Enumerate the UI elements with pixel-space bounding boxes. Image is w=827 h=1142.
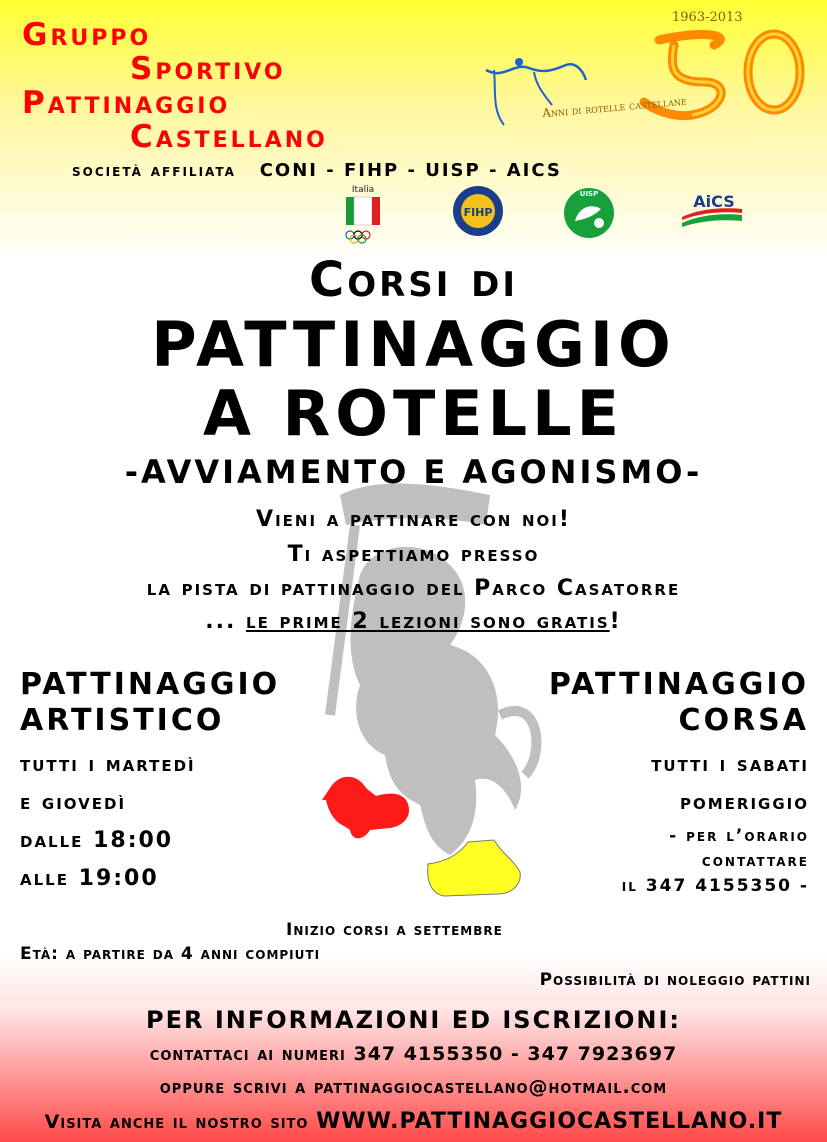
website-line bbox=[0, 1109, 827, 1134]
contacts-heading: PER INFORMAZIONI ED ISCRIZIONI: bbox=[146, 1006, 681, 1034]
artistico-heading-1: PATTINAGGIO bbox=[20, 667, 281, 702]
club-name-line-3: Pattinaggio bbox=[22, 85, 231, 121]
contact-email[interactable]: oppure scrivi a pattinaggiocastellano@hotmail.com bbox=[159, 1076, 668, 1098]
invite-prefix: ... bbox=[205, 609, 247, 634]
corsa-note-2: contattare bbox=[701, 851, 809, 871]
contact-phones: contattaci ai numeri 347 4155350 - 347 7923697 bbox=[149, 1043, 678, 1065]
corsa-days-2: pomeriggio bbox=[679, 790, 809, 815]
corsa-heading-2: CORSA bbox=[678, 703, 809, 738]
corsa-note-3: il 347 4155350 - bbox=[621, 876, 809, 896]
website-link[interactable]: WWW.PATTINAGGIOCASTELLANO.IT bbox=[316, 1109, 783, 1134]
aics-label: AiCS bbox=[693, 192, 735, 211]
anniversary-years: 1963-2013 bbox=[672, 10, 743, 25]
corsa-note-1: - per l’orario bbox=[669, 826, 809, 846]
age-requirement: Età: a partire da 4 anni compiuti bbox=[20, 944, 321, 964]
invite-line-4 bbox=[0, 609, 827, 634]
invite-suffix: ! bbox=[609, 609, 622, 634]
title-pattinaggio: PATTINAGGIO bbox=[151, 308, 676, 381]
uisp-label: UISP bbox=[579, 190, 599, 198]
artistico-time-1: dalle 18:00 bbox=[20, 828, 174, 853]
affiliation-line bbox=[72, 160, 752, 181]
club-name-line-1: Gruppo bbox=[22, 17, 152, 53]
artistico-days-1: tutti i martedì bbox=[20, 752, 196, 777]
website-prefix: Visita anche il nostro sito bbox=[44, 1111, 309, 1133]
anniversary-caption: Anni di rotelle castellane bbox=[541, 93, 688, 121]
red-skate-icon bbox=[320, 770, 416, 842]
anniversary-50-logo bbox=[474, 10, 814, 145]
artistico-time-2: alle 19:00 bbox=[20, 866, 159, 891]
invite-line-3: la pista di pattinaggio del Parco Casatorre bbox=[146, 576, 681, 601]
invite-line-1: Vieni a pattinare con noi! bbox=[256, 507, 571, 532]
subtitle: -AVVIAMENTO E AGONISMO- bbox=[124, 453, 703, 491]
fihp-label: FIHP bbox=[463, 206, 493, 219]
corsa-heading-1: PATTINAGGIO bbox=[548, 667, 809, 702]
fihp-icon bbox=[452, 185, 504, 237]
artistico-days-2: e giovedì bbox=[20, 790, 127, 815]
affiliation-list: CONI - FIHP - UISP - AICS bbox=[259, 160, 562, 181]
invite-line-2: Ti aspettiamo presso bbox=[287, 542, 540, 567]
club-name-line-4: Castellano bbox=[130, 119, 328, 155]
skate-rental: Possibilità di noleggio pattini bbox=[539, 970, 811, 990]
title-corsi: Corsi di bbox=[308, 252, 519, 308]
aics-icon bbox=[680, 185, 744, 229]
coni-label: Italia bbox=[351, 185, 375, 195]
title-rotelle: A ROTELLE bbox=[202, 377, 625, 450]
coni-italia-icon bbox=[340, 183, 386, 245]
course-start: Inizio corsi a settembre bbox=[286, 920, 503, 940]
yellow-skate-icon bbox=[424, 838, 524, 898]
free-lessons-text: le prime 2 lezioni sono gratis bbox=[246, 609, 610, 634]
club-name-line-2: Sportivo bbox=[130, 51, 286, 87]
club-name bbox=[22, 18, 328, 154]
corsa-days-1: tutti i sabati bbox=[651, 752, 809, 777]
uisp-icon bbox=[561, 185, 617, 239]
artistico-heading-2: ARTISTICO bbox=[20, 703, 225, 738]
federation-logos bbox=[335, 183, 755, 245]
affiliation-label: società affiliata bbox=[72, 161, 236, 181]
